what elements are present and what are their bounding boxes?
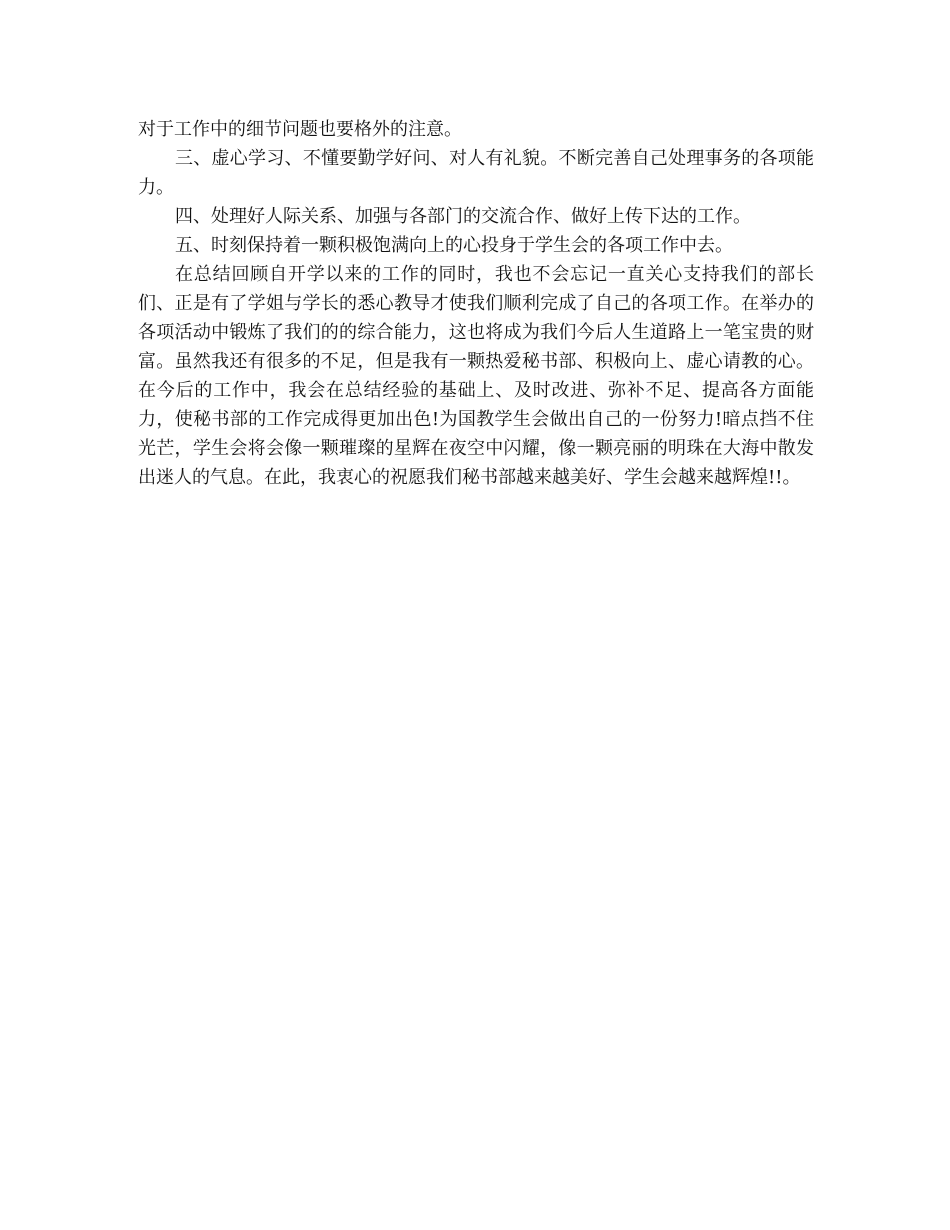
document-body: [138, 115, 814, 492]
paragraph-continuation: 对于工作中的细节问题也要格外的注意。: [138, 119, 462, 140]
paragraph-item-three: 三、虚心学习、不懂要勤学好问、对人有礼貌。不断完善自己处理事务的各项能力。: [138, 148, 814, 198]
paragraph-summary: 在总结回顾自开学以来的工作的同时，我也不会忘记一直关心支持我们的部长们、正是有了学姐与学长的悉心教导才使我们顺利完成了自己的各项工作。在举办的各项活动中锻炼了我们的的综合能力，这也将成为我们今后人生道路上一笔宝贵的财富。虽然我还有很多的不足，但是我有一颗热爱秘书部、积极向上、虚心请教的心。在今后的工作中，我会在总结经验的基础上、及时改进、弥补不足、提高各方面能力，使秘书部的工作完成得更加出色!为国教学生会做出自己的一份努力!暗点挡不住光芒，学生会将会像一颗璀璨的星辉在夜空中闪耀，像一颗亮丽的明珠在大海中散发出迷人的气息。在此，我衷心的祝愿我们秘书部越来越美好、学生会越来越辉煌!!。: [138, 264, 814, 488]
paragraph-item-four: 四、处理好人际关系、加强与各部门的交流合作、做好上传下达的工作。: [175, 206, 751, 227]
paragraph-item-five: 五、时刻保持着一颗积极饱满向上的心投身于学生会的各项工作中去。: [175, 235, 733, 256]
